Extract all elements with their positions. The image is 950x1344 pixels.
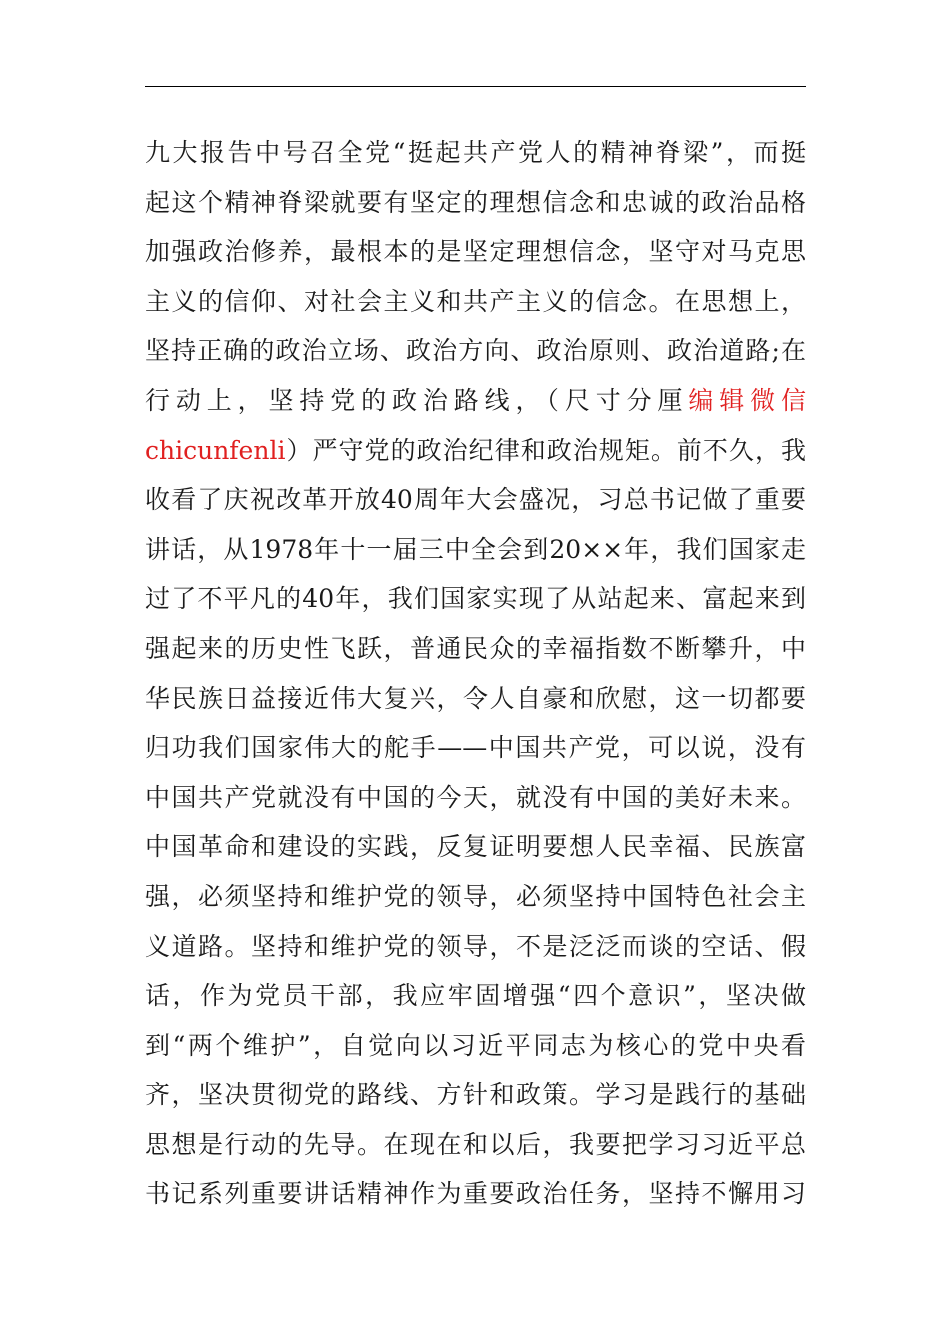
text-line: 主义的信仰、对社会主义和共产主义的信念。在思想上，	[145, 286, 806, 316]
text-line: 强起来的历史性飞跃，普通民众的幸福指数不断攀升，中	[145, 633, 806, 663]
text-line: 齐，坚决贯彻党的路线、方针和政策。学习是践行的基础	[145, 1080, 806, 1110]
text-line: 强，必须坚持和维护党的领导，必须坚持中国特色社会主	[145, 881, 806, 911]
text-line: 话，作为党员干部，我应牢固增强“四个意识”，坚决做	[145, 981, 806, 1011]
highlight-text: 编辑微信	[688, 385, 806, 415]
text-line: 过了不平凡的40年，我们国家实现了从站起来、富起来到	[145, 584, 806, 614]
text-line: 中国共产党就没有中国的今天，就没有中国的美好未来。	[145, 782, 806, 812]
text-segment: 行动上，坚持党的政治路线，（尺寸分厘	[145, 385, 689, 415]
text-line: 归功我们国家伟大的舵手——中国共产党，可以说，没有	[145, 733, 806, 763]
text-line: 中国革命和建设的实践，反复证明要想人民幸福、民族富	[145, 832, 806, 862]
text-line: 义道路。坚持和维护党的领导，不是泛泛而谈的空话、假	[145, 931, 806, 961]
text-line: 书记系列重要讲话精神作为重要政治任务，坚持不懈用习	[145, 1179, 806, 1209]
text-line: 起这个精神脊梁就要有坚定的理想信念和忠诚的政治品格	[145, 187, 806, 217]
text-line-mixed	[145, 426, 806, 476]
highlight-text: chicunfenli	[145, 435, 286, 465]
text-segment: ）严守党的政治纪律和政治规矩。前不久，我	[285, 435, 806, 465]
text-line: 讲话，从1978年十一届三中全会到20××年，我们国家走	[145, 534, 806, 564]
text-line: 收看了庆祝改革开放40周年大会盛况，习总书记做了重要	[145, 485, 806, 515]
text-line: 到“两个维护”，自觉向以习近平同志为核心的党中央看	[145, 1030, 806, 1060]
text-line-mixed	[145, 376, 806, 426]
text-line: 思想是行动的先导。在现在和以后，我要把学习习近平总	[145, 1129, 806, 1159]
text-line: 华民族日益接近伟大复兴，令人自豪和欣慰，这一切都要	[145, 683, 806, 713]
header-rule	[145, 86, 806, 87]
body-text	[145, 128, 806, 1219]
text-line: 九大报告中号召全党“挺起共产党人的精神脊梁”，而挺	[145, 138, 806, 167]
text-line: 加强政治修养，最根本的是坚定理想信念，坚守对马克思	[145, 237, 806, 267]
text-line: 坚持正确的政治立场、政治方向、政治原则、政治道路;在	[145, 336, 806, 366]
